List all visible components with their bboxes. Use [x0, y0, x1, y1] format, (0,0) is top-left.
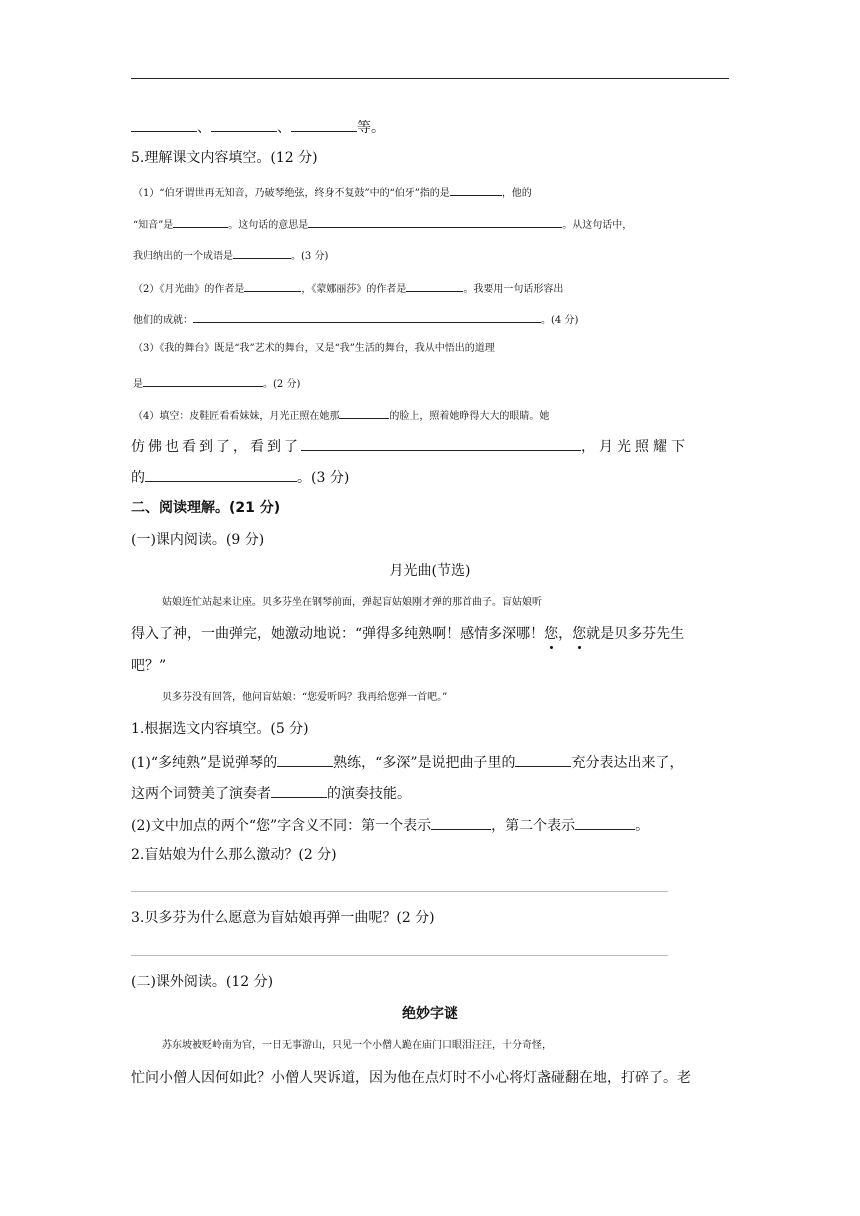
answer-blank[interactable]: [277, 751, 333, 767]
answer-blank[interactable]: [145, 466, 297, 482]
passage-2-title: 绝妙字谜: [402, 1006, 458, 1022]
answer-blank[interactable]: [431, 814, 491, 830]
passage-1-line1: 姑娘连忙站起来让座。贝多芬坐在钢琴前面，弹起盲姑娘刚才弹的那首曲子。盲姑娘听: [162, 597, 542, 608]
q5-2-line2: 他们的成就： 。(4 分): [133, 307, 733, 331]
header-rule: [131, 78, 729, 79]
section-2-heading: 二、阅读理解。(21 分): [131, 500, 281, 516]
q5-3-line1: （3）《我的舞台》既是“我”艺术的舞台，又是“我”生活的舞台，我从中悟出的道理: [133, 343, 495, 354]
dotted-char: 您: [544, 626, 559, 642]
answer-blank[interactable]: [291, 116, 357, 132]
question-5-title: 5.理解课文内容填空。(12 分): [131, 150, 318, 166]
answer-blank[interactable]: [211, 116, 277, 132]
answer-blank[interactable]: [131, 116, 197, 132]
passage-1-line4: 贝多芬没有回答，他问盲姑娘：“您爱听吗？我再给您弹一首吧。”: [162, 692, 448, 703]
part-2-heading: (二)课外阅读。(12 分): [131, 974, 274, 990]
q5-1-line2: “知音”是 。这句话的意思是 。从这句话中，: [133, 212, 733, 236]
answer-blank[interactable]: [301, 435, 581, 451]
q5-4-line1: （4）填空：皮鞋匠看看妹妹，月光正照在她那 的脸上，照着她睁得大大的眼睛。她: [133, 403, 733, 427]
part1-q2: 2.盲姑娘为什么那么激动？(2 分): [131, 847, 337, 863]
answer-blank[interactable]: [339, 403, 389, 419]
passage-1-line2: 得入了神，一曲弹完，她激动地说：“弹得多纯熟啊！感情多深哪！您，您就是贝多芬先生: [131, 626, 685, 642]
answer-blank[interactable]: [233, 243, 291, 259]
passage-2-line2: 忙问小僧人因何如此？小僧人哭诉道，因为他在点灯时不小心将灯盏碰翻在地，打碎了。老: [131, 1070, 691, 1086]
answer-blank[interactable]: [271, 782, 327, 798]
q5-1-line1: （1）“伯牙谓世再无知音，乃破琴绝弦，终身不复鼓”中的“伯牙”指的是 ，他的: [133, 180, 733, 204]
passage-2-line1: 苏东坡被贬岭南为官，一日无事游山，只见一个小僧人跪在庙门口眼泪汪汪，十分奇怪，: [162, 1040, 552, 1051]
answer-line[interactable]: [131, 891, 668, 892]
answer-blank[interactable]: [406, 276, 463, 292]
answer-blank[interactable]: [575, 814, 635, 830]
part1-q1-title: 1.根据选文内容填空。(5 分): [131, 721, 309, 737]
part1-q1-line3: (2)文中加点的两个“您”字含义不同：第一个表示 ，第二个表示 。: [131, 814, 731, 836]
dotted-char: 您: [572, 626, 587, 642]
passage-1-title: 月光曲(节选): [389, 563, 471, 579]
q5-1-line3: 我归纳出的一个成语是 。(3 分): [133, 243, 733, 267]
answer-blank[interactable]: [143, 371, 263, 387]
part-1-heading: (一)课内阅读。(9 分): [131, 532, 265, 548]
q5-2-line1: （2）《月光曲》的作者是 ，《蒙娜丽莎》的作者是 。我要用一句话形容出: [133, 276, 733, 300]
part1-q3: 3.贝多芬为什么愿意为盲姑娘再弹一曲呢？(2 分): [131, 910, 435, 926]
q5-4-line2: 仿佛也看到了，看到了 ，月光照耀下: [131, 435, 731, 457]
answer-line[interactable]: [131, 955, 668, 956]
answer-blank[interactable]: [515, 751, 571, 767]
passage-1-line3: 吧？”: [131, 658, 167, 674]
part1-q1-line2: 这两个词赞美了演奏者 的演奏技能。: [131, 782, 731, 804]
blank-list-line: 、 、 等。: [131, 116, 731, 138]
answer-blank[interactable]: [173, 212, 228, 228]
answer-blank[interactable]: [450, 180, 502, 196]
answer-blank[interactable]: [308, 212, 562, 228]
q5-3-line2: 是 。(2 分): [133, 371, 733, 395]
answer-blank[interactable]: [244, 276, 301, 292]
q5-4-line3: 的 。(3 分): [131, 466, 731, 488]
answer-blank[interactable]: [193, 307, 541, 323]
part1-q1-line1: (1)“多纯熟”是说弹琴的 熟练，“多深”是说把曲子里的 充分表达出来了，: [131, 751, 731, 773]
